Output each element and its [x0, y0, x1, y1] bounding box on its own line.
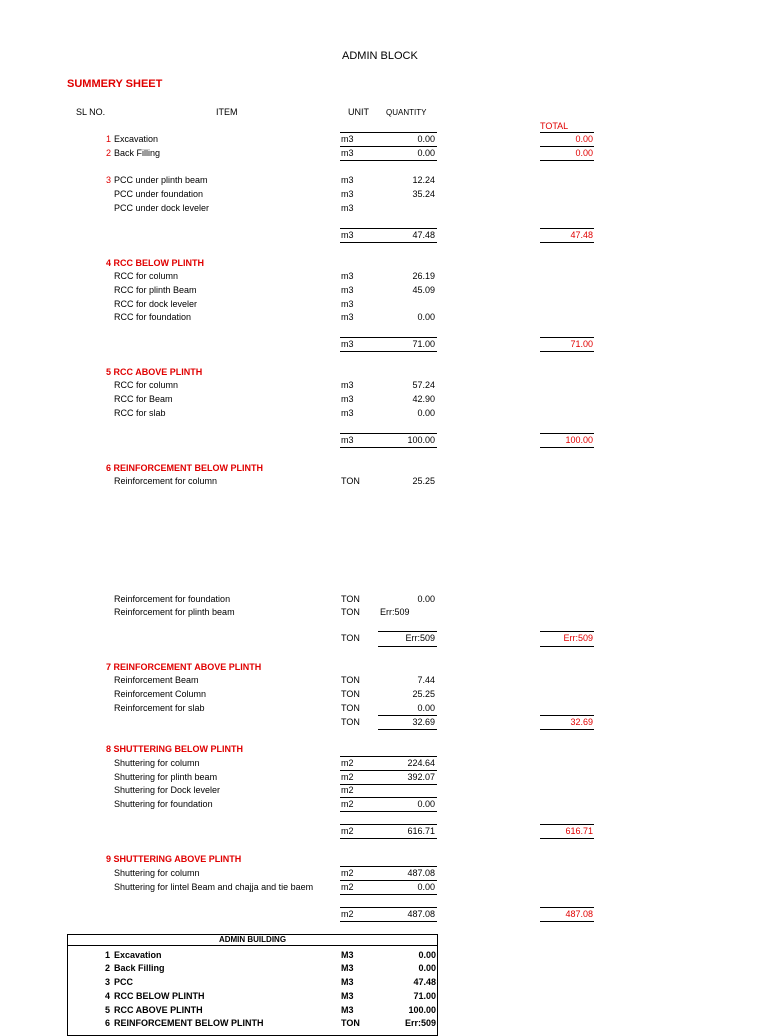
header-unit: UNIT: [348, 107, 369, 117]
item-unit: m3: [341, 408, 354, 418]
header-sl-no: SL NO.: [76, 107, 106, 117]
item-label: PCC under dock leveler: [114, 203, 210, 213]
subtotal-quantity: 71.00: [412, 339, 435, 349]
summary-row-label: RCC ABOVE PLINTH: [114, 1005, 203, 1015]
subtotal-unit: TON: [341, 633, 360, 643]
item-quantity: 392.07: [407, 772, 435, 782]
item-label: RCC for foundation: [114, 312, 192, 322]
item-unit: m2: [341, 785, 354, 795]
summary-row-label: REINFORCEMENT BELOW PLINTH: [114, 1018, 264, 1028]
item-label: Shuttering for lintel Beam and chajja and tie baem: [114, 882, 314, 892]
item-unit: m3: [341, 134, 354, 144]
item-unit: TON: [341, 594, 360, 604]
item-quantity: 26.19: [412, 271, 435, 281]
item-label: RCC for plinth Beam: [114, 285, 197, 295]
subtotal-quantity: 616.71: [407, 826, 435, 836]
header-total: TOTAL: [540, 121, 569, 131]
item-unit: m2: [341, 772, 354, 782]
item-unit: TON: [341, 689, 360, 699]
subtotal-total: 100.00: [565, 435, 593, 445]
item-unit: m3: [341, 380, 354, 390]
subtotal-quantity: Err:509: [405, 633, 435, 643]
item-unit: m3: [341, 148, 354, 158]
summary-row-label: PCC: [114, 977, 134, 987]
item-number: 2: [106, 148, 112, 158]
item-unit: TON: [341, 703, 360, 713]
item-label: Shuttering for column: [114, 868, 200, 878]
item-label: RCC for column: [114, 271, 179, 281]
section-heading: 4 RCC BELOW PLINTH: [106, 258, 205, 268]
item-label: RCC for column: [114, 380, 179, 390]
sheet-title: SUMMERY SHEET: [67, 78, 163, 90]
summary-row-unit: M3: [341, 991, 354, 1001]
summary-row-unit: M3: [341, 977, 354, 987]
subtotal-unit: m3: [341, 435, 354, 445]
subtotal-total: Err:509: [563, 633, 593, 643]
item-quantity: 0.00: [417, 134, 435, 144]
section-heading: 5 RCC ABOVE PLINTH: [106, 367, 203, 377]
item-label: Reinforcement for slab: [114, 703, 205, 713]
item-label: Shuttering for Dock leveler: [114, 785, 221, 795]
item-label: Reinforcement for foundation: [114, 594, 231, 604]
section-heading: 6 REINFORCEMENT BELOW PLINTH: [106, 463, 264, 473]
summary-row-number: 1: [104, 950, 110, 960]
section-heading: 9 SHUTTERING ABOVE PLINTH: [106, 854, 242, 864]
item-unit: m2: [341, 758, 354, 768]
item-label: Back Filling: [114, 148, 161, 158]
summary-row-number: 3: [104, 977, 110, 987]
item-label: PCC under foundation: [114, 189, 204, 199]
summary-row-quantity: 47.48: [413, 977, 436, 987]
item-quantity: 35.24: [412, 189, 435, 199]
subtotal-quantity: 487.08: [407, 909, 435, 919]
item-label: Reinforcement for plinth beam: [114, 607, 235, 617]
subtotal-unit: TON: [341, 717, 360, 727]
item-unit: m2: [341, 882, 354, 892]
summary-row-number: 5: [104, 1005, 110, 1015]
subtotal-unit: m2: [341, 909, 354, 919]
item-label: RCC for dock leveler: [114, 299, 198, 309]
item-unit: m2: [341, 868, 354, 878]
subtotal-total: 616.71: [565, 826, 593, 836]
item-quantity: Err:509: [380, 607, 410, 617]
item-quantity: 487.08: [407, 868, 435, 878]
summary-row-number: 2: [104, 963, 110, 973]
header-quantity: QUANTITY: [386, 108, 427, 117]
item-unit: m3: [341, 203, 354, 213]
item-quantity: 0.00: [417, 312, 435, 322]
item-quantity: 224.64: [407, 758, 435, 768]
summary-title: ADMIN BUILDING: [218, 935, 287, 944]
item-unit: m3: [341, 175, 354, 185]
summary-row-quantity: 100.00: [408, 1005, 436, 1015]
subtotal-unit: m3: [341, 339, 354, 349]
page-title: ADMIN BLOCK: [342, 50, 418, 62]
item-unit: m3: [341, 394, 354, 404]
subtotal-unit: m3: [341, 230, 354, 240]
item-label: Reinforcement Beam: [114, 675, 199, 685]
item-number: 1: [106, 134, 112, 144]
item-quantity: 42.90: [412, 394, 435, 404]
subtotal-quantity: 47.48: [412, 230, 435, 240]
item-unit: m2: [341, 799, 354, 809]
item-quantity: 0.00: [417, 148, 435, 158]
item-quantity: 12.24: [412, 175, 435, 185]
item-label: Shuttering for column: [114, 758, 200, 768]
summary-row-unit: M3: [341, 950, 354, 960]
summary-row-label: RCC BELOW PLINTH: [114, 991, 205, 1001]
item-unit: TON: [341, 476, 360, 486]
subtotal-total: 47.48: [570, 230, 593, 240]
subtotal-total: 71.00: [570, 339, 593, 349]
summary-row-label: Back Filling: [114, 963, 165, 973]
item-total: 0.00: [575, 134, 593, 144]
summary-row-quantity: Err:509: [404, 1018, 436, 1028]
item-quantity: 25.25: [412, 476, 435, 486]
item-unit: TON: [341, 675, 360, 685]
subtotal-quantity: 32.69: [412, 717, 435, 727]
summary-row-quantity: 0.00: [418, 950, 436, 960]
summary-row-unit: TON: [341, 1018, 360, 1028]
section-heading: 8 SHUTTERING BELOW PLINTH: [106, 744, 244, 754]
item-quantity: 45.09: [412, 285, 435, 295]
item-total: 0.00: [575, 148, 593, 158]
item-label: RCC for slab: [114, 408, 166, 418]
summary-row-quantity: 0.00: [418, 963, 436, 973]
header-item: ITEM: [216, 107, 238, 117]
item-quantity: 0.00: [417, 408, 435, 418]
subtotal-unit: m2: [341, 826, 354, 836]
summary-row-unit: M3: [341, 963, 354, 973]
item-quantity: 57.24: [412, 380, 435, 390]
item-label: Shuttering for foundation: [114, 799, 213, 809]
item-unit: TON: [341, 607, 360, 617]
subtotal-total: 32.69: [570, 717, 593, 727]
item-quantity: 25.25: [412, 689, 435, 699]
item-unit: m3: [341, 312, 354, 322]
summary-row-number: 4: [104, 991, 110, 1001]
item-unit: m3: [341, 189, 354, 199]
item-quantity: 0.00: [417, 882, 435, 892]
item-quantity: 0.00: [417, 799, 435, 809]
item-quantity: 7.44: [417, 675, 435, 685]
summary-row-number: 6: [104, 1018, 110, 1028]
item-label: Reinforcement Column: [114, 689, 207, 699]
item-quantity: 0.00: [417, 703, 435, 713]
item-quantity: 0.00: [417, 594, 435, 604]
item-unit: m3: [341, 271, 354, 281]
item-label: Shuttering for plinth beam: [114, 772, 218, 782]
item-label: RCC for Beam: [114, 394, 173, 404]
summary-row-unit: M3: [341, 1005, 354, 1015]
item-label: Reinforcement for column: [114, 476, 218, 486]
subtotal-total: 487.08: [565, 909, 593, 919]
summary-row-quantity: 71.00: [413, 991, 436, 1001]
subtotal-quantity: 100.00: [407, 435, 435, 445]
section-heading: 7 REINFORCEMENT ABOVE PLINTH: [106, 662, 262, 672]
item-unit: m3: [341, 299, 354, 309]
item-number: 3: [106, 175, 112, 185]
item-unit: m3: [341, 285, 354, 295]
item-label: Excavation: [114, 134, 159, 144]
item-label: PCC under plinth beam: [114, 175, 208, 185]
summary-row-label: Excavation: [114, 950, 162, 960]
